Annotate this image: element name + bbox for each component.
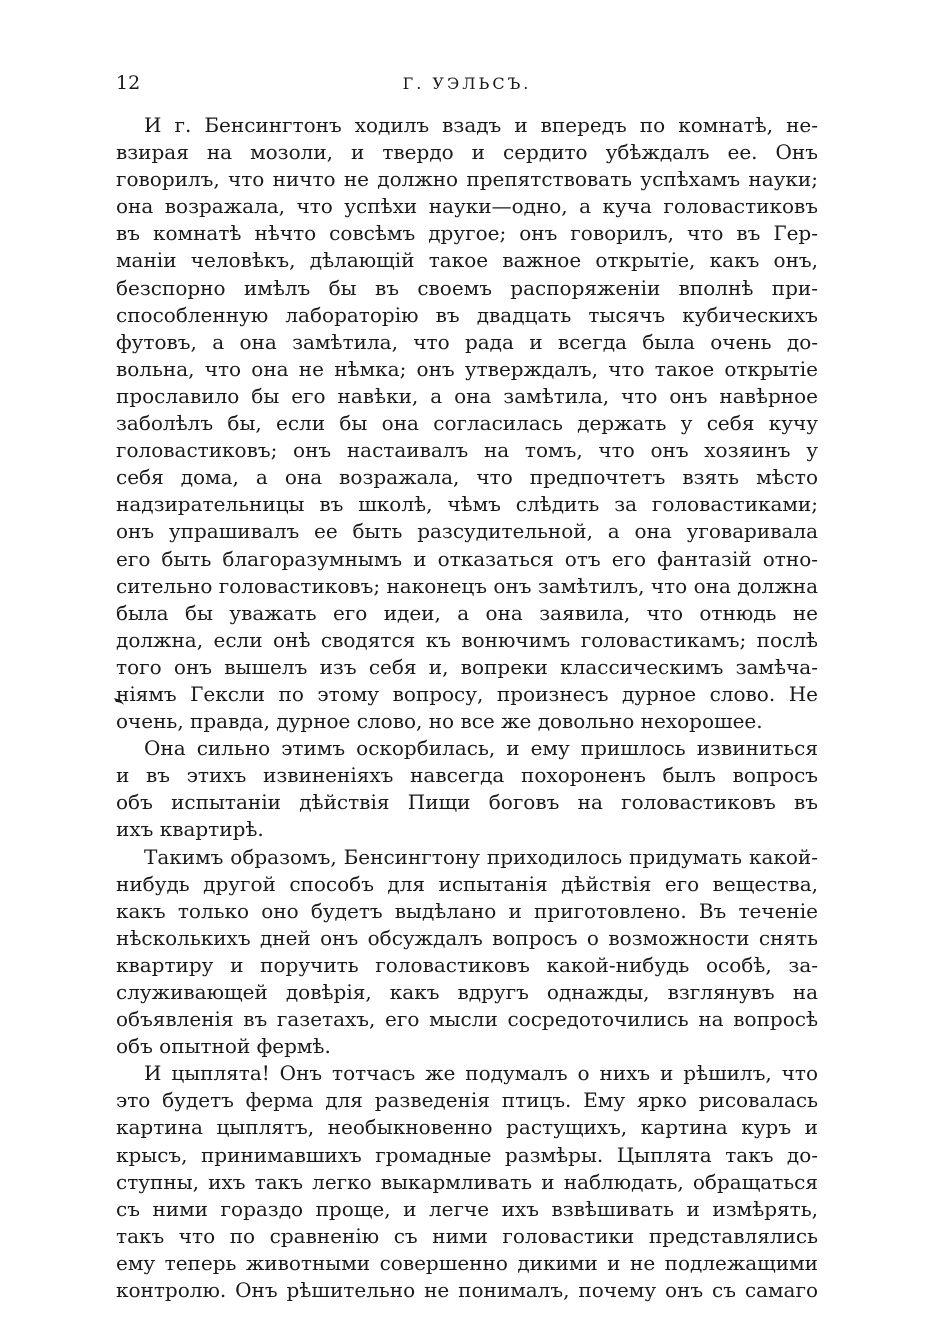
text-line: ему теперь животными совершенно дикими и не подлежащими — [116, 1250, 818, 1275]
text-line: объ испытаніи дѣйствія Пищи боговъ на головастиковъ въ — [116, 790, 818, 815]
text-line: съ ними гораздо проще, и легче ихъ взвѣшивать и измѣрять, — [116, 1196, 818, 1221]
page-number: 12 — [116, 72, 141, 94]
text-line: ніямъ Гексли по этому вопросу, произнесъ дурное слово. Не — [116, 681, 818, 706]
running-title: Г. УЭЛЬСЪ. — [402, 74, 532, 93]
text-line: контролю. Онъ рѣшительно не понималъ, почему онъ съ самаго — [116, 1278, 818, 1303]
text-line: способленную лабораторію въ двадцать тысячъ кубическихъ — [116, 302, 818, 327]
text-line: взирая на мозоли, и твердо и сердито убѣждалъ ее. Онъ — [116, 140, 818, 165]
text-line: въ комнатѣ нѣчто совсѣмъ другое; онъ говорилъ, что въ Гер- — [116, 221, 818, 246]
text-line: головастиковъ; онъ настаивалъ на томъ, что онъ хозяинъ у — [116, 438, 818, 463]
text-line: какъ только оно будетъ выдѣлано и приготовлено. Въ теченіе — [116, 898, 818, 923]
text-line: была бы уважать его идеи, а она заявила, что отнюдь не — [116, 600, 818, 625]
text-line: Такимъ образомъ, Бенсингтону приходилось придумать какой- — [144, 844, 818, 869]
text-line: служивающей довѣрія, какъ вдругъ однажды, взглянувъ на — [116, 980, 818, 1004]
running-header — [116, 72, 818, 100]
text-line: маніи человѣкъ, дѣлающій такое важное открытіе, какъ онъ, — [116, 248, 818, 273]
text-line: И цыплята! Онъ тотчасъ же подумалъ о нихъ и рѣшилъ, что — [144, 1061, 818, 1086]
text-line: ступны, ихъ такъ легко выкармливать и наблюдать, обращаться — [116, 1169, 818, 1194]
text-line: себя дома, а она возражала, что предпочтетъ взять мѣсто — [116, 465, 818, 490]
text-line: и въ этихъ извиненіяхъ навсегда похороненъ былъ вопросъ — [116, 763, 818, 788]
text-line: нибудь другой способъ для испытанія дѣйствія его вещества, — [116, 871, 818, 896]
text-line: заболѣлъ бы, если бы она согласилась держать у себя кучу — [116, 411, 818, 436]
text-line: ихъ квартирѣ. — [116, 817, 264, 842]
text-line: говорилъ, что ничто не должно препятствовать успѣхамъ науки; — [116, 167, 818, 192]
text-line: футовъ, а она замѣтила, что рада и всегда была очень до- — [116, 329, 818, 354]
text-line: его быть благоразумнымъ и отказаться отъ его фантазій отно- — [116, 546, 818, 571]
text-line: должна, если онѣ сводятся къ вонючимъ головастикамъ; послѣ — [116, 627, 818, 652]
text-line: прославило бы его навѣки, а она замѣтила, что онъ навѣрное — [116, 383, 818, 408]
text-line: очень, правда, дурное слово, но все же довольно нехорошее. — [116, 709, 763, 734]
text-line: это будетъ ферма для разведенія птицъ. Ему ярко рисовалась — [116, 1088, 818, 1113]
text-line: объявленія въ газетахъ, его мысли сосредоточились на вопросѣ — [116, 1007, 818, 1032]
text-line: того онъ вышелъ изъ себя и, вопреки классическимъ замѣча- — [116, 654, 818, 679]
text-line: такъ что по сравненію съ ними головастики представлялись — [116, 1223, 818, 1248]
text-line: вольна, что она не нѣмка; онъ утверждалъ, что такое открытіе — [116, 356, 818, 381]
text-line: картина цыплятъ, необыкновенно растущихъ, картина куръ и — [116, 1115, 818, 1140]
text-line: квартиру и поручить головастиковъ какой-нибудь особѣ, за- — [116, 952, 818, 977]
text-line: крысъ, принимавшихъ громадные размѣры. Цыплята такъ до- — [116, 1142, 818, 1167]
body-text — [116, 112, 818, 1304]
text-line: Она сильно этимъ оскорбилась, и ему пришлось извиниться — [144, 736, 818, 761]
text-line: онъ упрашивалъ ее быть разсудительной, а она уговаривала — [116, 519, 818, 544]
text-line: безспорно имѣлъ бы въ своемъ распоряженіи вполнѣ при- — [116, 275, 818, 300]
text-line: она возражала, что успѣхи науки—одно, а куча головастиковъ — [116, 194, 818, 219]
text-line: нѣсколькихъ дней онъ обсуждалъ вопросъ о возможности снять — [116, 925, 818, 950]
text-line: сительно головастиковъ; наконецъ онъ замѣтилъ, что она должна — [116, 573, 818, 598]
text-line: объ опытной фермѣ. — [116, 1034, 331, 1059]
text-line: надзирательницы въ школѣ, чѣмъ слѣдить за головастиками; — [116, 492, 818, 517]
text-line: И г. Бенсингтонъ ходилъ взадъ и впередъ по комнатѣ, не- — [144, 113, 818, 137]
